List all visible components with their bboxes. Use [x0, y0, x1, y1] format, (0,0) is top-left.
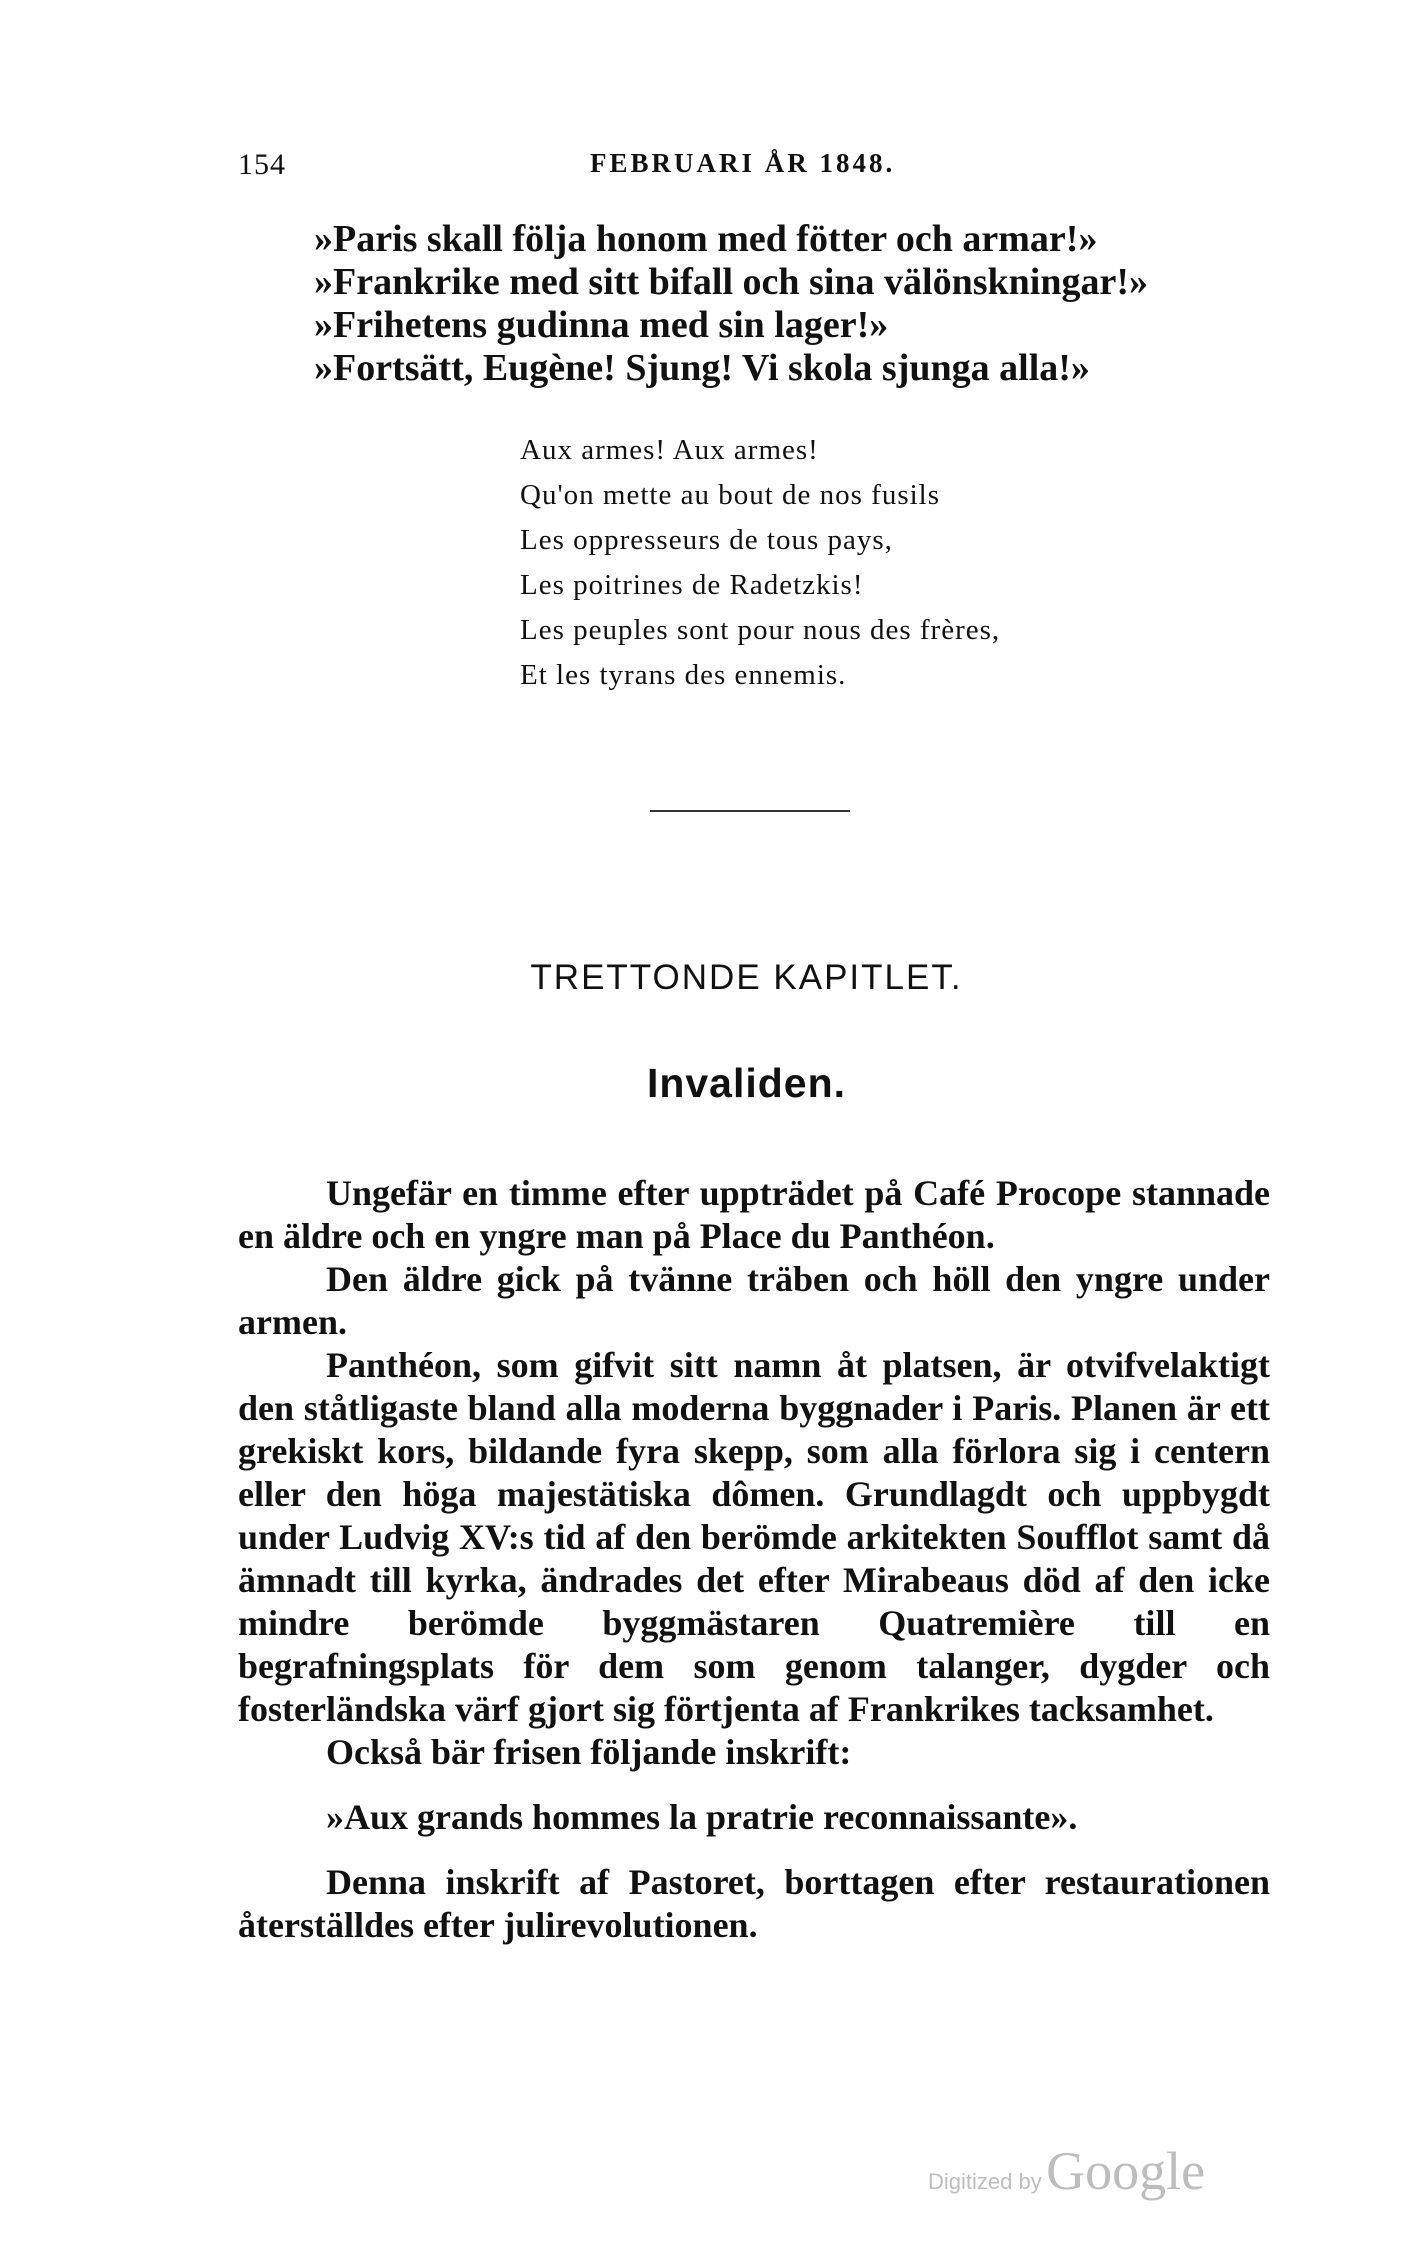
chapter-title: Invaliden. [646, 1060, 847, 1106]
chapter-body [238, 1172, 1270, 1947]
paragraph: Denna inskrift af Pastoret, borttagen efter restaurationen återställdes efter julirevolutionen. [238, 1862, 1270, 1945]
verse-line: Les peuples sont pour nous des frères, [520, 614, 1001, 646]
section-divider [650, 810, 850, 812]
verse-line: Aux armes! Aux armes! [520, 434, 819, 466]
watermark-prefix: Digitized by [928, 2169, 1042, 2194]
chapter-heading: TRETTONDE KAPITLET. [530, 958, 963, 997]
inscription-quote: »Aux grands hommes la pratrie reconnaissante». [326, 1797, 1078, 1837]
watermark-brand: Google [1046, 2141, 1206, 2201]
running-head [238, 148, 1198, 188]
paragraph: Ungefär en timme efter uppträdet på Café Procope stannade en äldre och en yngre man på Place du Panthéon. [238, 1173, 1270, 1256]
dialogue-line: »Frankrike med sitt bifall och sina välönskningar!» [314, 261, 1148, 303]
verse-line: Et les tyrans des ennemis. [520, 659, 847, 691]
running-title: FEBRUARI ÅR 1848. [590, 148, 896, 178]
page-number: 154 [238, 148, 286, 181]
dialogue-line: »Paris skall följa honom med fötter och armar!» [314, 218, 1098, 260]
song-verse [520, 428, 1220, 698]
dialogue-block [314, 218, 1274, 390]
verse-line: Les oppresseurs de tous pays, [520, 524, 893, 556]
digitization-watermark [928, 2140, 1205, 2202]
paragraph: Den äldre gick på tvänne träben och höll den yngre under armen. [238, 1259, 1270, 1342]
paragraph: Panthéon, som gifvit sitt namn åt platsen, är otvifvelaktigt den ståtligaste bland alla moderna byggnader i Paris. Planen är ett grekiskt kors, bildande fyra skepp, som alla förlora sig i centern eller den höga majestätiska dômen. Grundlagdt och uppbygdt under Ludvig XV:s tid af den berömde arkitekten Soufflot samt då ämnadt till kyrka, ändrades det efter Mirabeaus död af den icke mindre berömde byggmästaren Quatremière till en begrafningsplats för dem som genom talanger, dygder och fosterländska värf gjort sig förtjenta af Frankrikes tacksamhet. [238, 1345, 1270, 1729]
dialogue-line: »Fortsätt, Eugène! Sjung! Vi skola sjunga alla!» [314, 347, 1090, 389]
paragraph: Också bär frisen följande inskrift: [326, 1732, 852, 1772]
verse-line: Qu'on mette au bout de nos fusils [520, 479, 941, 511]
verse-line: Les poitrines de Radetzkis! [520, 569, 864, 601]
dialogue-line: »Frihetens gudinna med sin lager!» [314, 304, 889, 346]
